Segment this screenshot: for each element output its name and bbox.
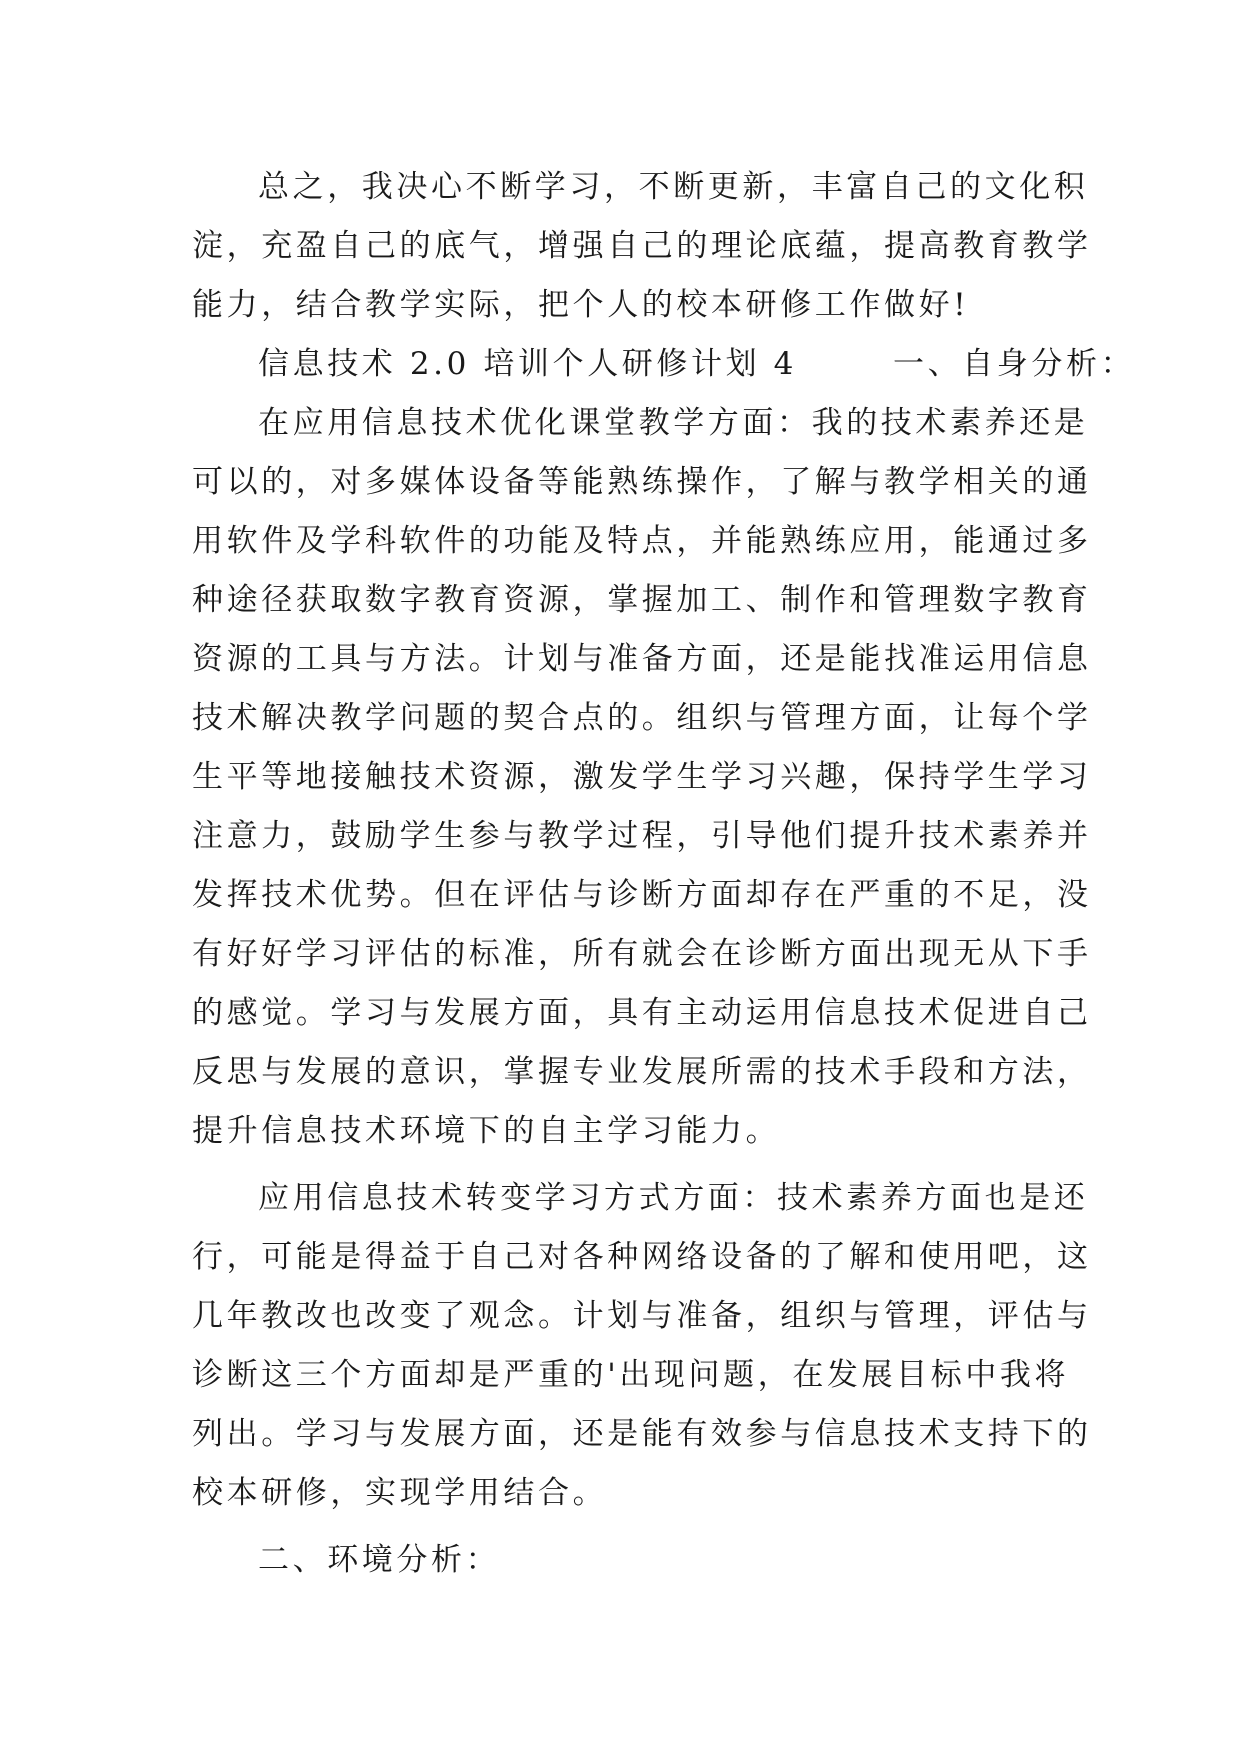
self-analysis-paragraph-2 — [192, 1169, 1092, 1523]
conclusion-paragraph — [192, 158, 1092, 335]
text-line: 可以的，对多媒体设备等能熟练操作，了解与教学相关的通 — [192, 464, 1092, 500]
section-title: 信息技术 2.0 培训个人研修计划 4 — [258, 346, 797, 382]
text-line: 的感觉。学习与发展方面，具有主动运用信息技术促进自己 — [192, 995, 1092, 1031]
text-line: 技术解决教学问题的契合点的。组织与管理方面，让每个学 — [192, 700, 1092, 736]
text-line: 种途径获取数字教育资源，掌握加工、制作和管理数字教育 — [192, 582, 1092, 618]
text-line: 用软件及学科软件的功能及特点，并能熟练应用，能通过多 — [192, 523, 1092, 559]
environment-heading-block — [192, 1531, 1052, 1590]
text-line: 淀，充盈自己的底气，增强自己的理论底蕴，提高教育教学 — [192, 228, 1092, 264]
text-line: 诊断这三个方面却是严重的'出现问题，在发展目标中我将 — [192, 1357, 1070, 1393]
self-analysis-paragraph-1 — [192, 394, 1092, 1161]
text-line: 发挥技术优势。但在评估与诊断方面却存在严重的不足，没 — [192, 877, 1092, 913]
text-line: 提升信息技术环境下的自主学习能力。 — [192, 1113, 781, 1149]
text-line: 资源的工具与方法。计划与准备方面，还是能找准运用信息 — [192, 641, 1092, 677]
text-line: 几年教改也改变了观念。计划与准备，组织与管理，评估与 — [192, 1298, 1092, 1334]
text-line: 列出。学习与发展方面，还是能有效参与信息技术支持下的 — [192, 1416, 1092, 1452]
text-line: 有好好学习评估的标准，所有就会在诊断方面出现无从下手 — [192, 936, 1092, 972]
text-line: 注意力，鼓励学生参与教学过程，引导他们提升技术素养并 — [192, 818, 1092, 854]
text-line: 生平等地接触技术资源，激发学生学习兴趣，保持学生学习 — [192, 759, 1092, 795]
text-line: 在应用信息技术优化课堂教学方面：我的技术素养还是 — [258, 405, 1089, 441]
section-heading-line — [192, 335, 1136, 394]
document-body — [192, 158, 1136, 1590]
environment-heading: 二、环境分析： — [258, 1542, 501, 1578]
section-subheading: 一、自身分析： — [892, 346, 1136, 382]
text-line: 行，可能是得益于自己对各种网络设备的了解和使用吧，这 — [192, 1239, 1092, 1275]
text-line: 能力，结合教学实际，把个人的校本研修工作做好! — [192, 287, 970, 323]
text-line: 校本研修，实现学用结合。 — [192, 1475, 608, 1511]
text-line: 总之，我决心不断学习，不断更新，丰富自己的文化积 — [258, 169, 1089, 205]
text-line: 应用信息技术转变学习方式方面：技术素养方面也是还 — [258, 1180, 1089, 1216]
text-line: 反思与发展的意识，掌握专业发展所需的技术手段和方法， — [192, 1054, 1092, 1090]
